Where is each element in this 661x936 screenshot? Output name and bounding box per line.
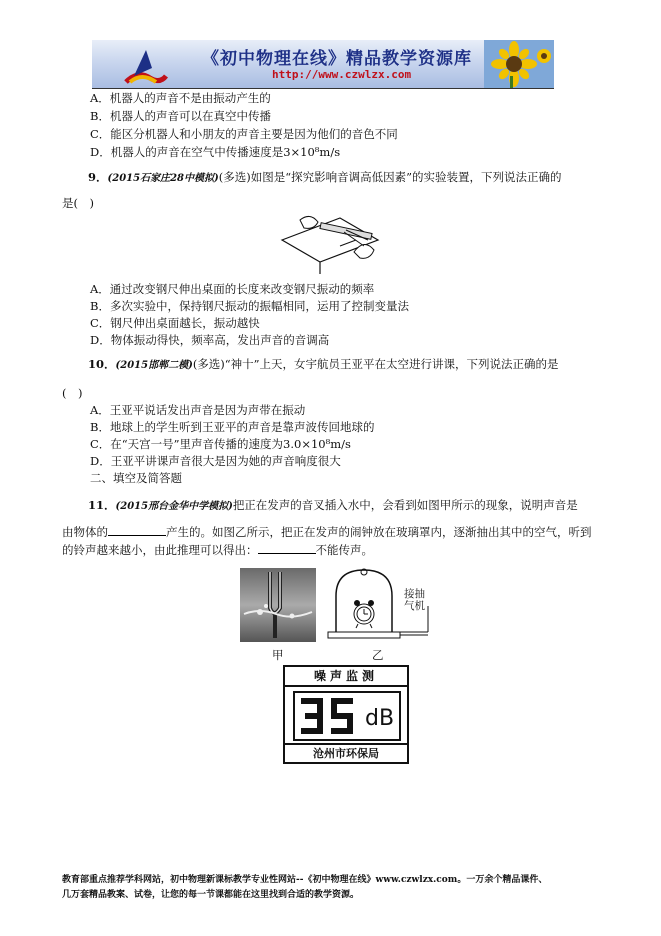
- q9-option-c: C．钢尺伸出桌面越长，振动越快: [90, 316, 260, 330]
- q10-option-c: C．在“天宫一号”里声音传播的速度为3.0×10⁸m/s: [90, 437, 351, 451]
- answer-blank-1[interactable]: [108, 524, 166, 536]
- q11-line3-a: 的铃声越来越小，由此推理可以得出：: [62, 543, 258, 557]
- q10-option-d: D．王亚平讲课声音很大是因为她的声音响度很大: [90, 454, 341, 468]
- q11-number: 11．: [88, 498, 116, 512]
- q8-option-a: A．机器人的声音不是由振动产生的: [90, 91, 271, 105]
- q10-option-a: A．王亚平说话发出声音是因为声带在振动: [90, 403, 306, 417]
- q9-stem: [88, 170, 561, 186]
- header-rule: [92, 88, 554, 89]
- q9-stem-text: (多选)如图是“探究影响音调高低因素”的实验装置，下列说法正确的: [218, 170, 562, 184]
- q8-option-d: D．机器人的声音在空气中传播速度是3×10⁸m/s: [90, 145, 341, 159]
- q11-stem-text: 把正在发声的音叉插入水中，会看到如图甲所示的现象，说明声音是: [232, 498, 578, 512]
- noise-monitor-screen: [293, 691, 401, 741]
- sunflower-icon: [484, 40, 554, 88]
- q11-line2: [62, 524, 592, 539]
- figure-label-jia: 甲: [272, 648, 284, 662]
- q9-stem-2: 是( ): [62, 196, 94, 210]
- q10-source: (2015邯郸二模): [115, 360, 193, 371]
- banner-url[interactable]: http://www.czwlzx.com: [272, 68, 412, 81]
- q9-option-a: A．通过改变钢尺伸出桌面的长度来改变钢尺振动的频率: [90, 282, 375, 296]
- banner-title: 《初中物理在线》精品教学资源库: [202, 49, 472, 69]
- q11-line2-a: 由物体的: [62, 525, 108, 539]
- noise-monitor-panel: [283, 665, 409, 764]
- header-banner: [92, 40, 554, 88]
- q10-stem: [88, 357, 559, 373]
- footer-line-1: 教育部重点推荐学科网站，初中物理新课标教学专业性网站--《初中物理在线》www.czwlzx.com。一万余个精品课件、: [62, 875, 548, 885]
- pump-label: 接抽 气机: [404, 588, 425, 612]
- q9-number: 9．: [88, 170, 108, 184]
- q9-option-d: D．物体振动得快，频率高，发出声音的音调高: [90, 333, 330, 347]
- q9-source: (2015石家庄28中模拟): [107, 173, 219, 184]
- noise-monitor-title: 噪声监测: [285, 667, 407, 687]
- noise-unit: dB: [365, 706, 395, 731]
- ruler-experiment-figure: [280, 210, 380, 276]
- q10-stem-text: (多选)“神十”上天，女宇航员王亚平在太空进行讲课，下列说法正确的是: [192, 357, 559, 371]
- q9-option-b: B．多次实验中，保持钢尺振动的振幅相同，运用了控制变量法: [90, 299, 409, 313]
- noise-monitor-footer: 沧州市环保局: [285, 743, 407, 762]
- q11-source: (2015邢台金华中学模拟): [115, 501, 233, 512]
- q11-line2-b: 产生的。如图乙所示，把正在发声的闹钟放在玻璃罩内，逐渐抽出其中的空气，听到: [166, 525, 592, 539]
- q11-line3-b: 不能传声。: [315, 543, 373, 557]
- footer-line-2: 几万套精品教案、试卷，让您的每一节课都能在这里找到合适的教学资源。: [62, 890, 360, 900]
- answer-blank-2[interactable]: [258, 542, 316, 554]
- tuning-fork-photo: [240, 568, 316, 642]
- site-logo-icon: [120, 42, 170, 86]
- section-heading: 二、填空及简答题: [90, 471, 182, 485]
- figure-label-yi: 乙: [372, 648, 384, 662]
- q8-option-b: B．机器人的声音可以在真空中传播: [90, 109, 271, 123]
- q10-option-b: B．地球上的学生听到王亚平的声音是靠声波传回地球的: [90, 420, 375, 434]
- q11-stem: [88, 498, 578, 514]
- q8-option-c: C．能区分机器人和小朋友的声音主要是因为他们的音色不同: [90, 127, 398, 141]
- q11-line3: [62, 542, 373, 557]
- q10-number: 10．: [88, 357, 116, 371]
- q10-stem-2: ( ): [62, 386, 83, 400]
